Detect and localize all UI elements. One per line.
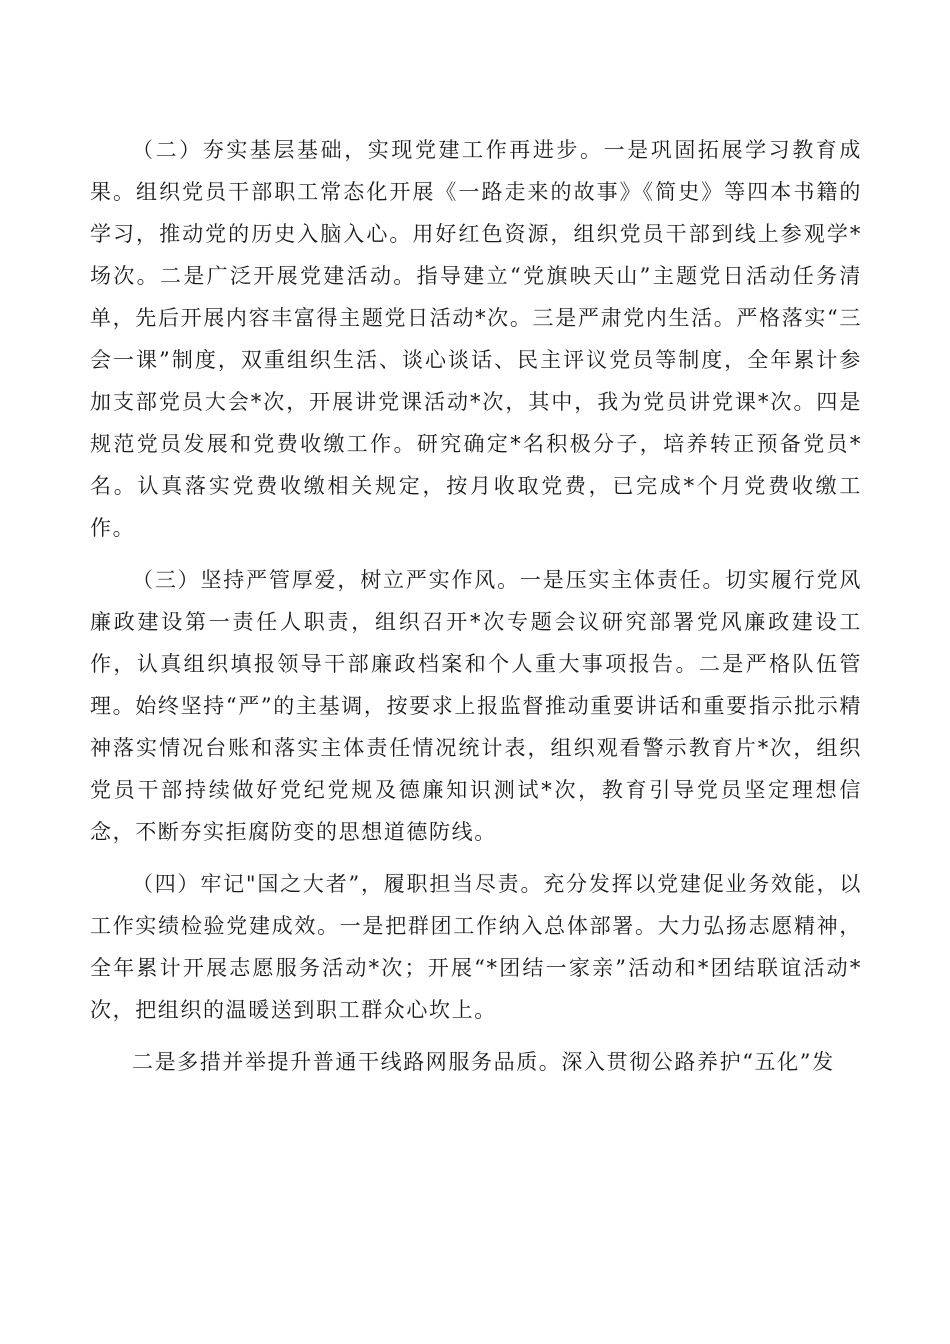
paragraph-section-three: （三）坚持严管厚爱，树立严实作风。一是压实主体责任。切实履行党风廉政建设第一责任人职责，组织召开*次专题会议研究部署党风廉政建设工作，认真组织填报领导干部廉政档案和个人重大事项报告。二是严格队伍管理。始终坚持“严”的主基调，按要求上报监督推动重要讲话和重要指示批示精神落实情况台账和落实主体责任情况统计表，组织观看警示教育片*次，组织党员干部持续做好党纪党规及德廉知识测试*次，教育引导党员坚定理想信念，不断夯实拒腐防变的思想道德防线。: [90, 568, 862, 844]
paragraph-continuation: 二是多措并举提升普通干线路网服务品质。深入贯彻公路养护“五化”发: [132, 1050, 835, 1074]
document-body: [90, 129, 862, 1093]
paragraph-section-four: （四）牢记"国之大者”，履职担当尽责。充分发挥以党建促业务效能，以工作实绩检验党建成效。一是把群团工作纳入总体部署。大力弘扬志愿精神，全年累计开展志愿服务活动*次；开展“*团结一家亲”活动和*团结联谊活动*次，把组织的温暖送到职工群众心坎上。: [90, 872, 862, 1022]
paragraph-section-two: （二）夯实基层基础，实现党建工作再进步。一是巩固拓展学习教育成果。组织党员干部职工常态化开展《一路走来的故事》《简史》等四本书籍的学习，推动党的历史入脑入心。用好红色资源，组织党员干部到线上参观学*场次。二是广泛开展党建活动。指导建立“党旗映天山”主题党日活动任务清单，先后开展内容丰富得主题党日活动*次。三是严肃党内生活。严格落实“三会一课”制度，双重组织生活、谈心谈话、民主评议党员等制度，全年累计参加支部党员大会*次，开展讲党课活动*次，其中，我为党员讲党课*次。四是规范党员发展和党费收缴工作。研究确定*名积极分子，培养转正预备党员*名。认真落实党费收缴相关规定，按月收取党费，已完成*个月党费收缴工作。: [90, 138, 862, 540]
